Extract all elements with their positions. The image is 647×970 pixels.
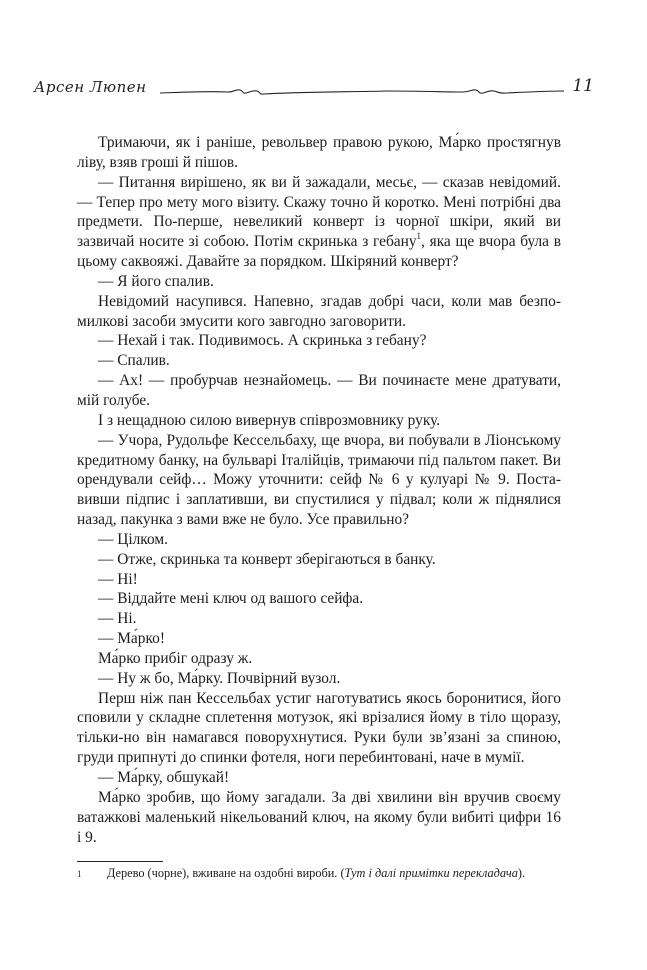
paragraph: — Ні!	[98, 570, 138, 588]
paragraph: — Ма́рко!	[98, 630, 165, 648]
paragraph: — Я його спалив.	[98, 272, 214, 290]
decorative-flourish-icon	[158, 80, 566, 100]
paragraph: — Ах! — пробурчав незнайомець. — Ви починаєте мене дратувати, мій голубе.	[77, 372, 561, 409]
footnote-marker: 1	[77, 869, 82, 879]
paragraph: Перш ніж пан Кессельбах устиг наготуватись якось боронитися, його сповили у складне сплетення мотузок, які врізалися йому в тіло щоразу, тільки-но він намагався поворухнутися. Руки були зв’язані за спиною, груди припнуті до спинки фотеля, ноги перебинтовані, наче в мумії.	[77, 689, 561, 767]
footnote-end: ).	[517, 866, 526, 880]
paragraph: Невідомий насупився. Напевно, згадав добрі часи, коли мав безпомилкові засоби змусити кого завгодно заговорити.	[77, 292, 561, 330]
paragraph: — Цілком.	[98, 530, 168, 548]
footnote-text: Дерево (чорне), вживане на оздобні вироби. (	[107, 866, 345, 880]
body-text	[77, 133, 561, 847]
paragraph: Ма́рко прибіг одразу ж.	[98, 649, 253, 667]
paragraph: — Нехай і так. Подивимось. А скринька з гебану?	[98, 332, 427, 350]
paragraph	[77, 173, 561, 272]
footnote-italic-text: Тут і далі примітки перекладача	[344, 866, 518, 880]
paragraph: Ма́рко зробив, що йому загадали. За дві хвилини він вручив своєму ватажкові маленький нікельований ключ, на якому були вибиті цифри 16 і 9.	[77, 788, 561, 846]
running-head-author: Арсен Люпен	[34, 78, 147, 96]
paragraph: — Учора, Рудольфе Кессельбаху, ще вчора, ви побували в Ліонському кредитному банку, на бульварі Італійців, тримаючи під пальтом пакет. Ви орендували сейф… Можу уточнити: сейф № 6 у кулуарі № 9. Поставивши підпис і заплативши, ви спустилися у підвал; коли ж піднялися назад, пакунка з вами вже не було. Усе правильно?	[77, 431, 561, 529]
paragraph: — Отже, скринька та конверт зберігаються в банку.	[98, 550, 436, 568]
paragraph: — Ма́рку, обшукай!	[98, 769, 230, 786]
paragraph: Тримаючи, як і раніше, револьвер правою рукою, Ма́рко простягнув ліву, взяв гроші й пішов.	[77, 134, 561, 171]
footnote-reference: 1	[416, 231, 422, 242]
page-number: 11	[572, 76, 594, 96]
paragraph: — Спалив.	[98, 352, 170, 370]
paragraph: — Ні.	[98, 610, 137, 628]
paragraph: І з нещадною силою вивернув співрозмовнику руку.	[98, 411, 441, 429]
paragraph: — Віддайте мені ключ од вашого сейфа.	[98, 590, 364, 608]
running-head	[34, 78, 594, 102]
paragraph-text: , яка ще вчора була в цьому саквояжі. Давайте за порядком. Шкіряний конверт?	[77, 233, 561, 271]
paragraph: — Ну ж бо, Ма́рку. Почвірний вузол.	[98, 669, 341, 687]
footnote-divider	[77, 861, 163, 862]
footnote	[77, 865, 561, 881]
paragraph-text: — Питання вирішено, як ви й зажадали, месьє, — сказав невідомий. — Тепер про мету мого візиту. Скажу точно й коротко. Мені потрібні два предмети. По-перше, невеликий конверт із чорної шкіри, який ви зазвичай носите зі собою. Потім скринька з гебану	[77, 173, 561, 251]
